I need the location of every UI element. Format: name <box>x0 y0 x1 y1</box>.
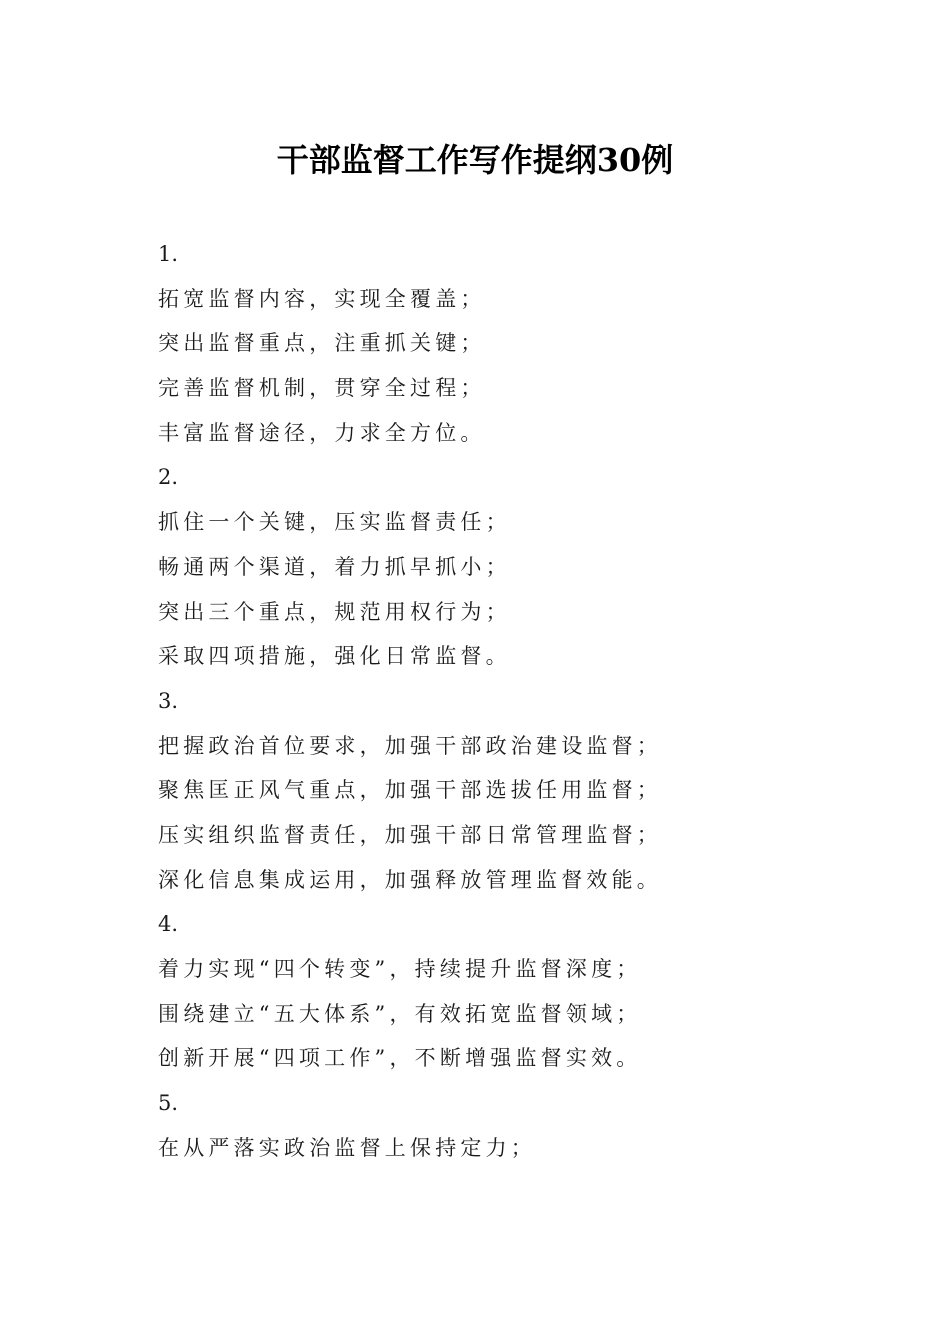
outline-line: 畅通两个渠道，着力抓早抓小； <box>158 554 511 579</box>
outline-line: 聚焦匡正风气重点，加强干部选拔任用监督； <box>158 778 662 803</box>
section-number: 1. <box>158 242 179 266</box>
outline-line: 围绕建立“五大体系”，有效拓宽监督领域； <box>158 1001 642 1026</box>
document-body <box>158 232 878 1170</box>
outline-line: 丰富监督途径，力求全方位。 <box>158 420 486 445</box>
outline-line: 完善监督机制，贯穿全过程； <box>158 376 486 401</box>
outline-line: 突出监督重点，注重抓关键； <box>158 331 486 356</box>
document-title: 干部监督工作写作提纲30例 <box>276 141 674 179</box>
outline-line: 在从严落实政治监督上保持定力； <box>158 1135 536 1160</box>
section-number: 4. <box>158 912 179 937</box>
outline-line: 突出三个重点，规范用权行为； <box>158 599 511 624</box>
section-number: 5. <box>158 1091 179 1116</box>
outline-line: 创新开展“四项工作”，不断增强监督实效。 <box>158 1046 642 1071</box>
outline-line: 把握政治首位要求，加强干部政治建设监督； <box>158 733 662 758</box>
outline-line: 采取四项措施，强化日常监督。 <box>158 644 511 669</box>
section-number: 3. <box>158 688 179 713</box>
outline-line: 压实组织监督责任，加强干部日常管理监督； <box>158 822 662 847</box>
section-number: 2. <box>158 465 179 490</box>
outline-line: 深化信息集成运用，加强释放管理监督效能。 <box>158 867 662 892</box>
outline-line: 抓住一个关键，压实监督责任； <box>158 510 511 535</box>
outline-line: 拓宽监督内容，实现全覆盖； <box>158 286 486 311</box>
outline-line: 着力实现“四个转变”，持续提升监督深度； <box>158 957 642 981</box>
